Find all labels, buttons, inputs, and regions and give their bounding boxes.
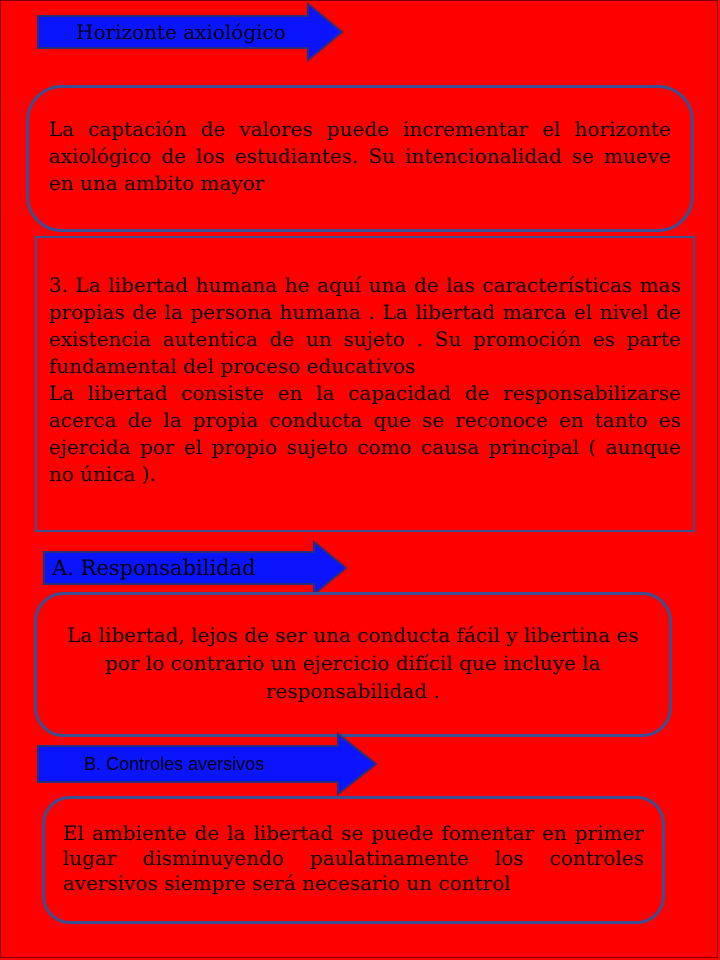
arrow-label: Horizonte axiológico <box>76 20 286 44</box>
responsabilidad-box <box>34 592 672 737</box>
arrow-label: B. Controles aversivos <box>84 753 265 774</box>
arrow-horizonte-axiologico <box>36 2 346 62</box>
arrow-responsabilidad <box>42 540 352 596</box>
valores-text: La captación de valores puede incrementar el horizonte axiológico de los estudiantes. Su intencionalidad se mueve en una ambito mayor <box>49 117 671 195</box>
libertad-paragraph-1: 3. La libertad humana he aquí una de las características mas propias de la persona humana . La libertad marca el nivel de existencia autentica de un sujeto . Su promoción es parte fundamental del proceso educativos <box>49 273 681 378</box>
arrow-controles-aversivos <box>36 732 380 796</box>
libertad-paragraph-2: La libertad consiste en la capacidad de responsabilizarse acerca de la propia conducta que se reconoce en tanto es ejercida por el propio sujeto como causa principal ( aunque no única ). <box>49 381 681 486</box>
arrow-label: A. Responsabilidad <box>52 556 256 580</box>
valores-box <box>26 85 694 232</box>
responsabilidad-text: La libertad, lejos de ser una conducta fácil y libertina es por lo contrario un ejercicio difícil que incluye la responsabilidad . <box>67 623 639 703</box>
controles-text: El ambiente de la libertad se puede fomentar en primer lugar disminuyendo paulatinamente los controles aversivos siempre será necesario un control <box>63 821 644 895</box>
libertad-box <box>35 236 695 532</box>
controles-box <box>42 796 665 924</box>
